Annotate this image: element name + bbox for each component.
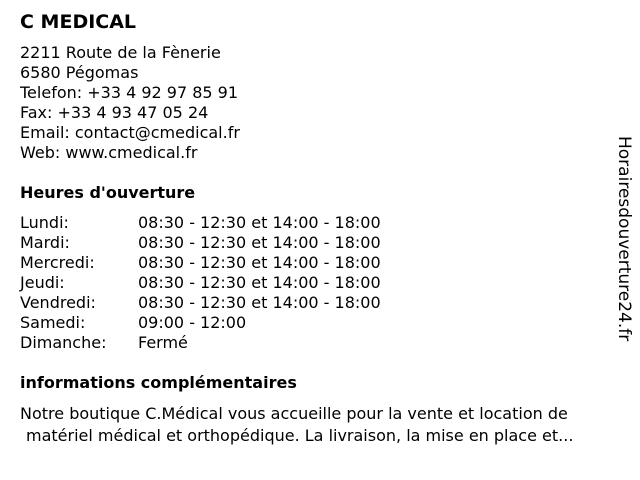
hours-row-wednesday [20,253,381,273]
fax-number: Fax: +33 4 93 47 05 24 [20,103,209,122]
info-line-1: Notre boutique C.Médical vous accueille pour la vente et location de [20,404,568,423]
hours-day: Mardi: [20,233,70,252]
email-link[interactable]: Email: contact@cmedical.fr [20,123,240,142]
hours-table [20,213,381,353]
hours-day: Dimanche: [20,333,107,352]
website-link[interactable]: Web: www.cmedical.fr [20,143,198,162]
info-description [20,403,630,447]
hours-time: 09:00 - 12:00 [138,313,247,332]
hours-row-friday [20,293,381,313]
hours-time: 08:30 - 12:30 et 14:00 - 18:00 [138,253,381,272]
hours-row-monday [20,213,381,233]
hours-time: Fermé [138,333,188,352]
hours-heading: Heures d'ouverture [20,183,196,202]
hours-day: Lundi: [20,213,69,232]
hours-time: 08:30 - 12:30 et 14:00 - 18:00 [138,273,381,292]
side-brand-watermark: Horairesdouverture24.fr [614,136,634,342]
hours-time: 08:30 - 12:30 et 14:00 - 18:00 [138,293,381,312]
info-line-2: matériel médical et orthopédique. La livraison, la mise en place et... [26,426,574,445]
hours-day: Mercredi: [20,253,95,272]
info-heading: informations complémentaires [20,373,297,392]
phone-number[interactable]: Telefon: +33 4 92 97 85 91 [20,83,239,102]
address-line-1: 2211 Route de la Fènerie [20,43,221,62]
hours-day: Samedi: [20,313,86,332]
hours-row-saturday [20,313,381,333]
hours-row-sunday [20,333,381,353]
hours-day: Jeudi: [20,273,65,292]
hours-time: 08:30 - 12:30 et 14:00 - 18:00 [138,213,381,232]
address-line-2: 6580 Pégomas [20,63,139,82]
hours-time: 08:30 - 12:30 et 14:00 - 18:00 [138,233,381,252]
hours-row-thursday [20,273,381,293]
business-name: C MEDICAL [20,11,137,33]
hours-day: Vendredi: [20,293,96,312]
contact-block [20,43,240,163]
hours-row-tuesday [20,233,381,253]
